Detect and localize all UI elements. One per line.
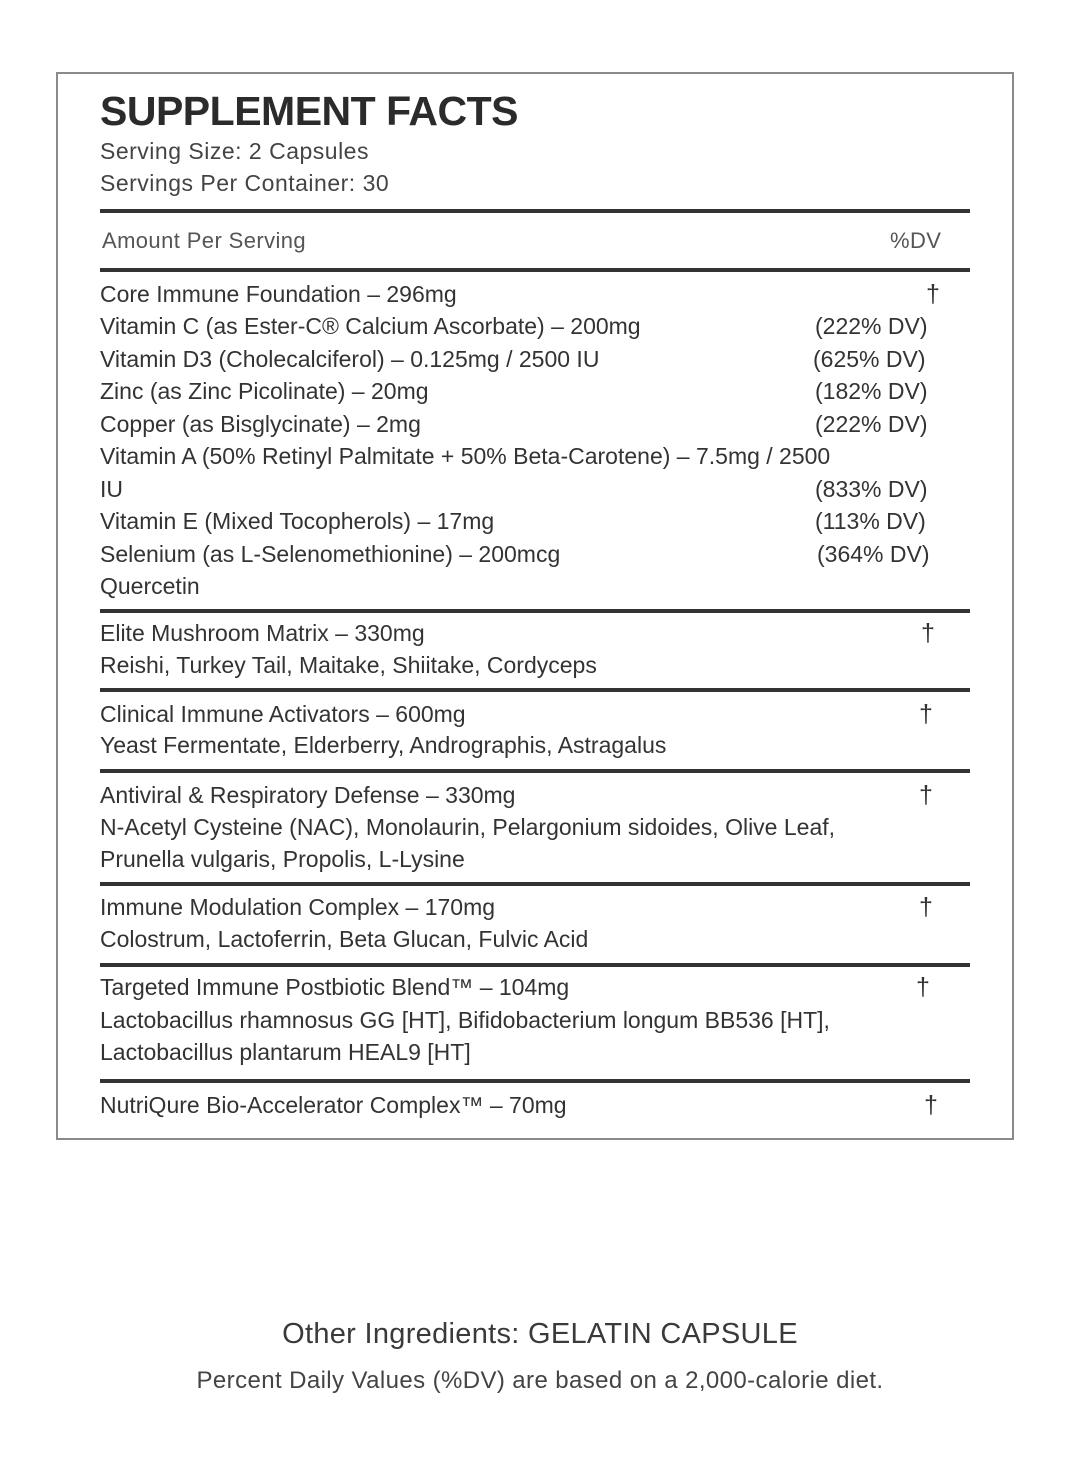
- activators-ingredients: Yeast Fermentate, Elderberry, Andrographis, Astragalus: [100, 732, 667, 758]
- divider-mushroom: [100, 609, 970, 613]
- vitamin-d3-dv: (625% DV): [813, 346, 926, 372]
- postbiotic-blend-title: Targeted Immune Postbiotic Blend™ – 104mg: [100, 974, 570, 1000]
- zinc-name: Zinc (as Zinc Picolinate) – 20mg: [100, 378, 429, 404]
- antiviral-dagger: †: [919, 781, 933, 809]
- other-ingredients: Other Ingredients: GELATIN CAPSULE: [282, 1318, 798, 1350]
- selenium-dv: (364% DV): [817, 541, 930, 567]
- copper-name: Copper (as Bisglycinate) – 2mg: [100, 411, 421, 437]
- antiviral-ingredients-line2: Prunella vulgaris, Propolis, L-Lysine: [100, 846, 465, 872]
- accelerator-dagger: †: [924, 1091, 938, 1119]
- core-blend-title: Core Immune Foundation – 296mg: [100, 281, 457, 307]
- mushroom-ingredients: Reishi, Turkey Tail, Maitake, Shiitake, Cordyceps: [100, 652, 597, 678]
- copper-dv: (222% DV): [815, 411, 928, 437]
- dv-header: %DV: [890, 228, 942, 253]
- vitamin-c-name: Vitamin C (as Ester-C® Calcium Ascorbate) – 200mg: [100, 313, 641, 339]
- accelerator-blend-title: NutriQure Bio-Accelerator Complex™ – 70mg: [100, 1092, 567, 1118]
- divider-antiviral: [100, 769, 970, 773]
- antiviral-ingredients-line1: N-Acetyl Cysteine (NAC), Monolaurin, Pelargonium sidoides, Olive Leaf,: [100, 814, 836, 840]
- amount-per-serving-header: Amount Per Serving: [102, 228, 307, 253]
- serving-size: Serving Size: 2 Capsules: [100, 138, 369, 164]
- selenium-name: Selenium (as L-Selenomethionine) – 200mcg: [100, 541, 561, 567]
- divider-modulation: [100, 882, 970, 886]
- modulation-blend-title: Immune Modulation Complex – 170mg: [100, 894, 496, 920]
- divider-postbiotic: [100, 963, 970, 967]
- divider-top: [100, 209, 970, 213]
- quercetin-name: Quercetin: [100, 573, 200, 599]
- zinc-dv: (182% DV): [815, 378, 928, 404]
- vitamin-c-dv: (222% DV): [815, 313, 928, 339]
- divider-activators: [100, 688, 970, 692]
- vitamin-a-name: Vitamin A (50% Retinyl Palmitate + 50% Beta-Carotene) – 7.5mg / 2500: [100, 443, 831, 469]
- daily-value-note: Percent Daily Values (%DV) are based on a 2,000-calorie diet.: [196, 1367, 884, 1394]
- antiviral-blend-title: Antiviral & Respiratory Defense – 330mg: [100, 782, 516, 808]
- postbiotic-dagger: †: [916, 973, 930, 1001]
- modulation-ingredients: Colostrum, Lactoferrin, Beta Glucan, Fulvic Acid: [100, 926, 589, 952]
- vitamin-a-name-cont: IU: [100, 476, 123, 502]
- activators-blend-title: Clinical Immune Activators – 600mg: [100, 701, 466, 727]
- servings-per-container: Servings Per Container: 30: [100, 170, 390, 196]
- divider-accelerator: [100, 1079, 970, 1083]
- label-title: SUPPLEMENT FACTS: [100, 88, 518, 134]
- divider-header: [100, 268, 970, 272]
- vitamin-e-dv: (113% DV): [815, 508, 926, 534]
- mushroom-blend-title: Elite Mushroom Matrix – 330mg: [100, 620, 425, 646]
- vitamin-a-dv: (833% DV): [815, 476, 928, 502]
- mushroom-dagger: †: [921, 619, 935, 647]
- modulation-dagger: †: [919, 893, 933, 921]
- activators-dagger: †: [919, 700, 933, 728]
- postbiotic-ingredients-line1: Lactobacillus rhamnosus GG [HT], Bifidobacterium longum BB536 [HT],: [100, 1007, 830, 1033]
- vitamin-d3-name: Vitamin D3 (Cholecalciferol) – 0.125mg / 2500 IU: [100, 346, 600, 372]
- core-dagger: †: [926, 280, 940, 308]
- postbiotic-ingredients-line2: Lactobacillus plantarum HEAL9 [HT]: [100, 1039, 471, 1065]
- vitamin-e-name: Vitamin E (Mixed Tocopherols) – 17mg: [100, 508, 495, 534]
